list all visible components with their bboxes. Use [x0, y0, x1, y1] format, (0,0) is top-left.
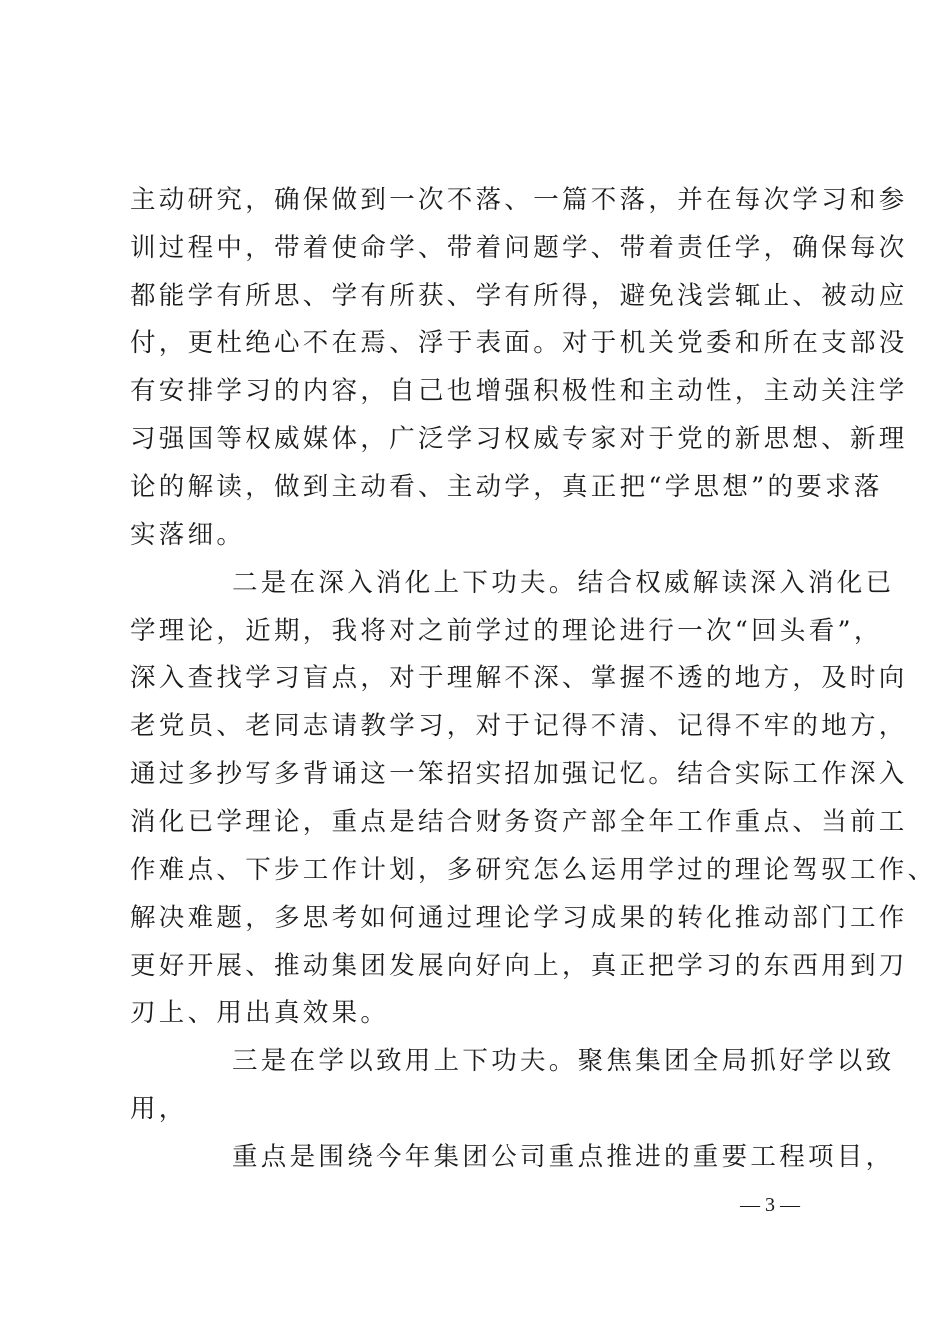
text-line: 解决难题，多思考如何通过理论学习成果的转化推动部门工作 — [130, 903, 908, 933]
paragraph-first-line: 二是在深入消化上下功夫。结合权威解读深入消化已 — [232, 568, 895, 598]
text-line: 论的解读，做到主动看、主动学，真正把“学思想”的要求落 — [130, 472, 883, 502]
text-line: 付，更杜绝心不在焉、浮于表面。对于机关党委和所在支部没 — [130, 328, 908, 358]
text-line: 习强国等权威媒体，广泛学习权威专家对于党的新思想、新理 — [130, 424, 908, 454]
text-line: 消化已学理论，重点是结合财务资产部全年工作重点、当前工 — [130, 807, 908, 837]
text-line: 更好开展、推动集团发展向好向上，真正把学习的东西用到刀 — [130, 951, 908, 981]
text-line: 学理论，近期，我将对之前学过的理论进行一次“回头看”， — [130, 616, 883, 646]
text-line: 老党员、老同志请教学习，对于记得不清、记得不牢的地方， — [130, 711, 908, 741]
text-line: 训过程中，带着使命学、带着问题学、带着责任学，确保每次 — [130, 233, 908, 263]
text-line: 实落细。 — [130, 520, 246, 550]
paragraph-first-line: 三是在学以致用上下功夫。聚焦集团全局抓好学以致 — [232, 1046, 895, 1076]
text-line: 深入查找学习盲点，对于理解不深、掌握不透的地方，及时向 — [130, 663, 908, 693]
text-line: 用， — [130, 1094, 188, 1124]
text-line: 通过多抄写多背诵这一笨招实招加强记忆。结合实际工作深入 — [130, 759, 908, 789]
text-line: 刃上、用出真效果。 — [130, 998, 390, 1028]
text-line: 作难点、下步工作计划，多研究怎么运用学过的理论驾驭工作、 — [130, 855, 937, 885]
page-number: — 3 — — [740, 1194, 800, 1216]
text-line: 都能学有所思、学有所获、学有所得，避免浅尝辄止、被动应 — [130, 281, 908, 311]
paragraph-first-line: 重点是围绕今年集团公司重点推进的重要工程项目， — [232, 1142, 895, 1172]
text-line: 主动研究，确保做到一次不落、一篇不落，并在每次学习和参 — [130, 185, 908, 215]
text-line: 有安排学习的内容，自己也增强积极性和主动性，主动关注学 — [130, 376, 908, 406]
